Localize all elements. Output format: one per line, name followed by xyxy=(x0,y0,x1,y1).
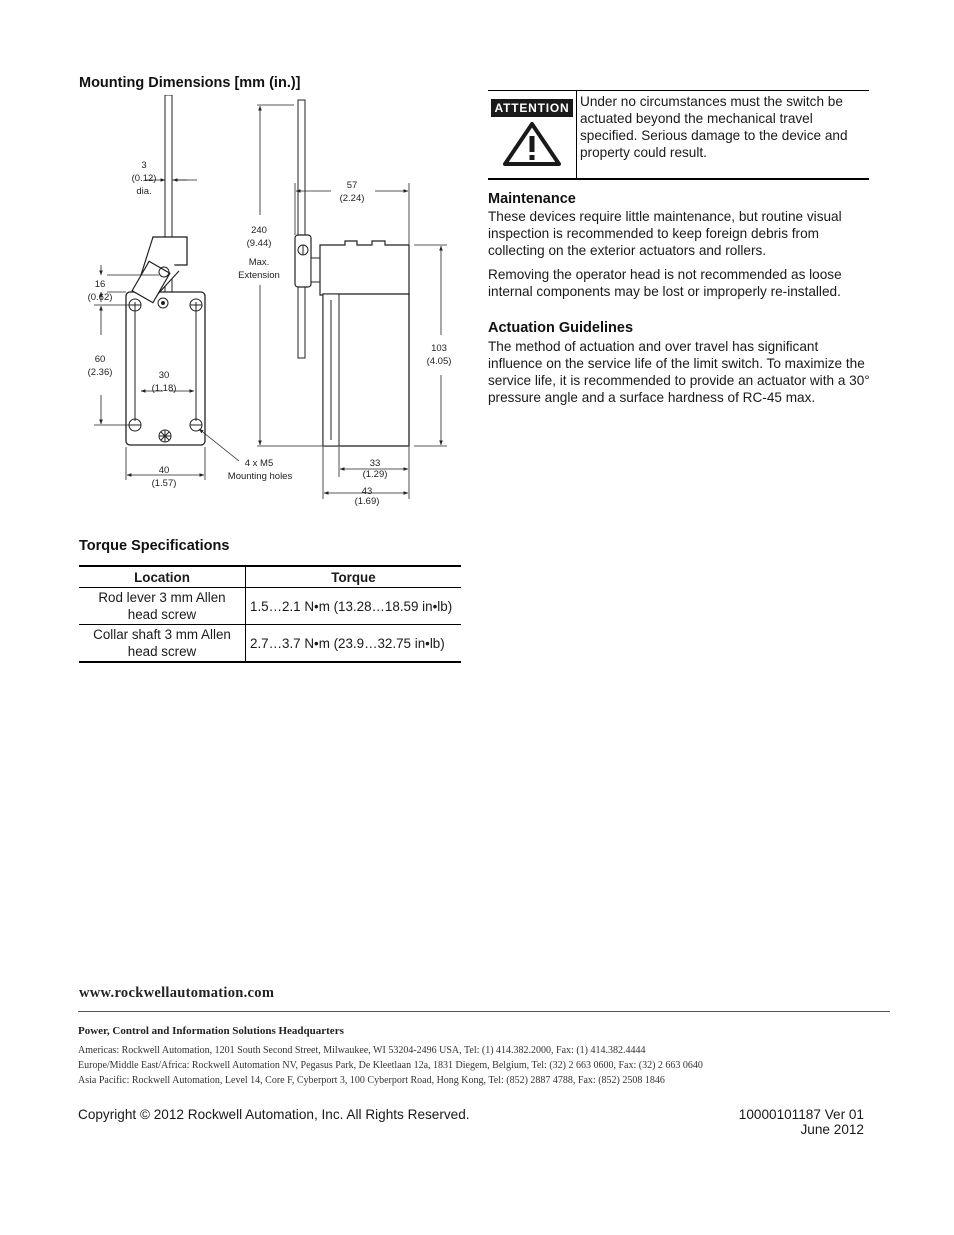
address-asia: Asia Pacific: Rockwell Automation, Level 14, Core F, Cyberport 3, 100 Cyberport Road, Hong Kong, Tel: (852) 2887 4788, Fax: (852) 2508 1846 xyxy=(78,1075,665,1086)
dim-16-mm-label: 16 xyxy=(94,279,106,290)
document-date: June 2012 xyxy=(800,1122,864,1137)
torque-table-header-row xyxy=(79,566,461,588)
rod-dia-in-label: (0.12) xyxy=(131,173,157,184)
col-header-torque: Torque xyxy=(246,566,462,588)
dim-43-mm-label: 43 xyxy=(361,486,373,497)
attention-symbol-cell xyxy=(488,91,577,178)
dim-57-mm-label: 57 xyxy=(346,180,358,191)
actuation-guidelines-heading: Actuation Guidelines xyxy=(488,320,634,336)
table-row xyxy=(79,625,461,663)
dim-103-mm-label: 103 xyxy=(431,343,447,354)
holes-label-1: 4 x M5 xyxy=(244,458,274,469)
dim-103-in-label: (4.05) xyxy=(426,356,452,367)
dim-60-mm-label: 60 xyxy=(94,354,106,365)
dim-60-in-label: (2.36) xyxy=(87,367,113,378)
dim-30-in-label: (1.18) xyxy=(151,383,177,394)
rod-dia-text-label: dia. xyxy=(136,186,152,197)
torque-table xyxy=(79,565,461,663)
attention-message: Under no circumstances must the switch be actuated beyond the mechanical travel specified. Serious damage to the device and property could result. xyxy=(580,94,848,160)
dim-43-in-label: (1.69) xyxy=(354,496,380,507)
dim-40-mm-label: 40 xyxy=(158,465,170,476)
mounting-dimensions-heading: Mounting Dimensions [mm (in.)] xyxy=(79,75,301,91)
maintenance-paragraph-2: Removing the operator head is not recommended as loose internal components may be lost or improperly re-installed. xyxy=(488,267,842,299)
col-header-location: Location xyxy=(79,566,246,588)
dim-33-in-label: (1.29) xyxy=(362,469,388,480)
attention-badge: ATTENTION xyxy=(491,99,573,117)
warning-triangle-icon xyxy=(502,121,562,167)
maintenance-heading: Maintenance xyxy=(488,191,576,207)
rod-dia-mm-label: 3 xyxy=(141,160,147,171)
holes-label-2: Mounting holes xyxy=(227,471,293,482)
cell-torque: 2.7…3.7 N•m (23.9…32.75 in•lb) xyxy=(246,625,462,663)
dim-240-text-1: Max. xyxy=(248,257,270,268)
website-link[interactable]: www.rockwellautomation.com xyxy=(79,985,275,1001)
cell-location xyxy=(79,588,246,625)
attention-box xyxy=(488,90,869,180)
dim-240-mm-label: 240 xyxy=(251,225,267,236)
dim-30-mm-label: 30 xyxy=(158,370,170,381)
dim-240-in-label: (9.44) xyxy=(246,238,272,249)
dim-240-text-2: Extension xyxy=(238,270,280,281)
copyright-notice: Copyright © 2012 Rockwell Automation, Inc. All Rights Reserved. xyxy=(78,1107,470,1122)
document-number-block xyxy=(739,1107,864,1137)
dim-57-in-label: (2.24) xyxy=(339,193,365,204)
footer-divider xyxy=(78,1011,890,1012)
torque-specifications-heading: Torque Specifications xyxy=(79,538,230,554)
cell-location-line-1: Collar shaft 3 mm Allen xyxy=(93,627,231,642)
address-europe: Europe/Middle East/Africa: Rockwell Automation NV, Pegasus Park, De Kleetlaan 12a, 1831 Diegem, Belgium, Tel: (32) 2 663 0600, Fax: (32) 2 663 0640 xyxy=(78,1060,703,1071)
cell-location xyxy=(79,625,246,663)
table-row xyxy=(79,588,461,625)
headquarters-title: Power, Control and Information Solutions Headquarters xyxy=(78,1025,344,1037)
mounting-dimensions-diagram xyxy=(79,95,479,515)
dim-40-in-label: (1.57) xyxy=(151,478,177,489)
side-view-drawing xyxy=(295,100,409,446)
address-americas: Americas: Rockwell Automation, 1201 South Second Street, Milwaukee, WI 53204-2496 USA, Tel: (1) 414.382.2000, Fax: (1) 414.382.4444 xyxy=(78,1045,646,1056)
document-number: 10000101187 Ver 01 xyxy=(738,1107,864,1122)
cell-location-line-2: head screw xyxy=(127,607,197,622)
dim-16-in-label: (0.62) xyxy=(87,292,113,303)
cell-torque: 1.5…2.1 N•m (13.28…18.59 in•lb) xyxy=(246,588,462,625)
actuation-guidelines-paragraph: The method of actuation and over travel has significant influence on the service life of the limit switch. To maximize the service life, it is recommended to provide an actuator with a 30° pressure angle and a surface hardness of RC-45 max. xyxy=(488,339,870,405)
cell-location-line-1: Rod lever 3 mm Allen xyxy=(98,590,226,605)
maintenance-paragraph-1: These devices require little maintenance, but routine visual inspection is recommended to keep foreign debris from collecting on the exterior actuators and rollers. xyxy=(488,209,842,258)
dim-33-mm-label: 33 xyxy=(369,458,381,469)
cell-location-line-2: head screw xyxy=(127,644,197,659)
